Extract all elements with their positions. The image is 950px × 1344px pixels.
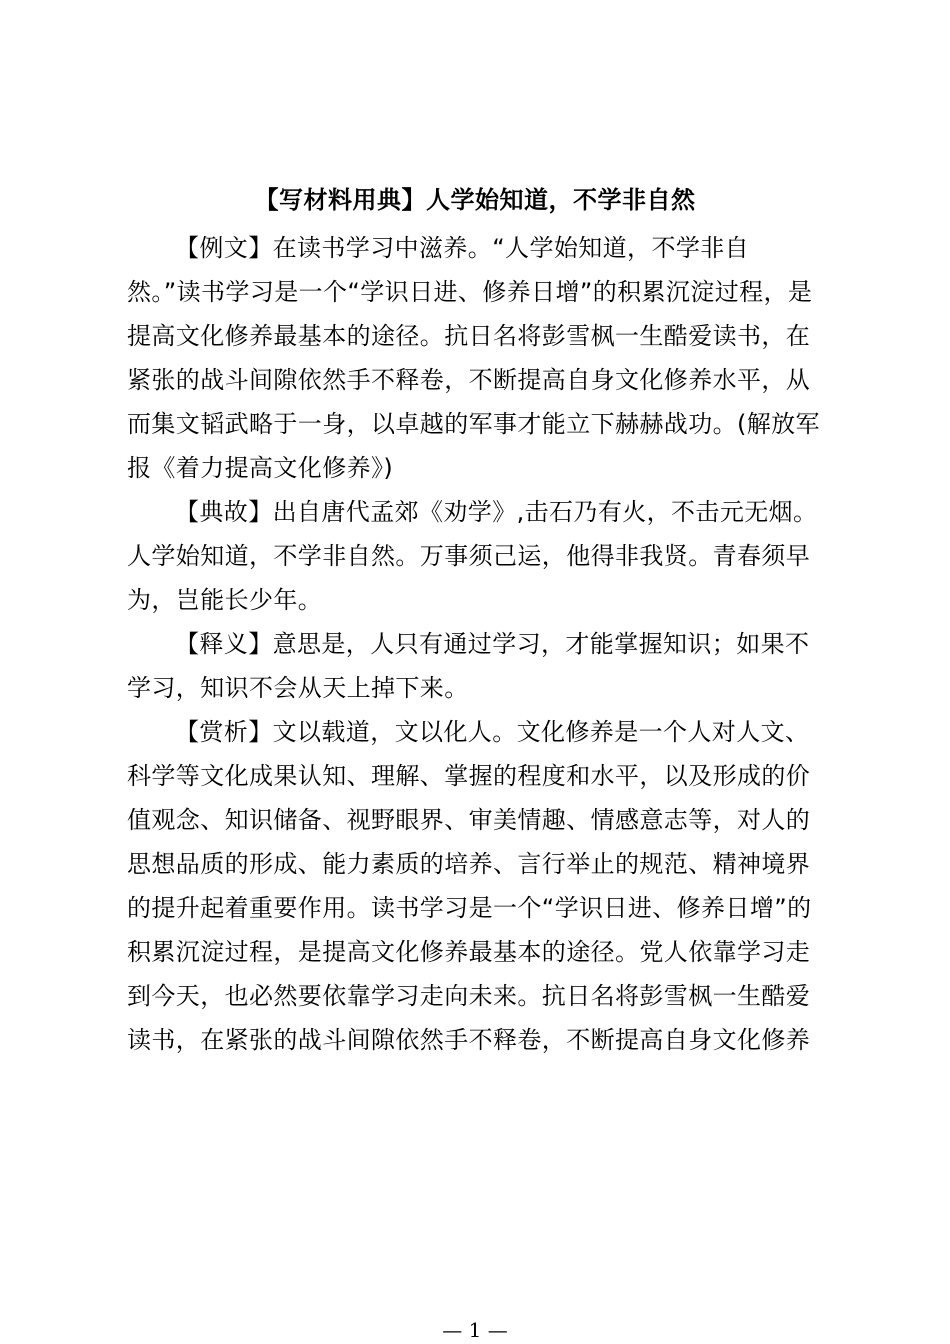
paragraph-example: [127, 226, 823, 490]
paragraph-text: 意思是，人只有通过学习，才能掌握知识；如果不学习，知识不会从天上掉下来。: [127, 630, 810, 702]
paragraph-label: 【释义】: [175, 630, 273, 658]
paragraph-label: 【例文】: [175, 234, 273, 262]
paragraph-allusion: [127, 490, 823, 622]
paragraph-text: 文以载道，文以化人。文化修养是一个人对人文、科学等文化成果认知、理解、掌握的程度和水平，以及形成的价值观念、知识储备、视野眼界、审美情趣、情感意志等，对人的思想品质的形成、能力素质的培养、言行举止的规范、精神境界的提升起着重要作用。读书学习是一个“学识日进、修养日增”的积累沉淀过程，是提高文化修养最基本的途径。党人依靠学习走到今天，也必然要依靠学习走向未来。抗日名将彭雪枫一生酷爱读书，在紧张的战斗间隙依然手不释卷，不断提高自身文化修养: [127, 718, 812, 1054]
paragraph-label: 【典故】: [175, 498, 273, 526]
paragraph-label: 【赏析】: [175, 718, 273, 746]
document-title: 【写材料用典】人学始知道，不学非自然: [254, 186, 696, 214]
paragraph-text: 在读书学习中滋养。“人学始知道，不学非自然。”读书学习是一个“学识日进、修养日增”的积累沉淀过程，是提高文化修养最基本的途径。抗日名将彭雪枫一生酷爱读书，在紧张的战斗间隙依然手不释卷，不断提高自身文化修养水平，从而集文韬武略于一身，以卓越的军事才能立下赫赫战功。(解放军报《着力提高文化修养》): [127, 234, 820, 482]
paragraph-appreciation: [127, 710, 823, 1062]
paragraph-meaning: [127, 622, 823, 710]
paragraph-text: 出自唐代孟郊《劝学》,击石乃有火，不击元无烟。人学始知道，不学非自然。万事须己运，他得非我贤。青春须早为，岂能长少年。: [127, 498, 818, 614]
document-body: [127, 226, 823, 1062]
page-number: — 1 —: [442, 1318, 508, 1342]
